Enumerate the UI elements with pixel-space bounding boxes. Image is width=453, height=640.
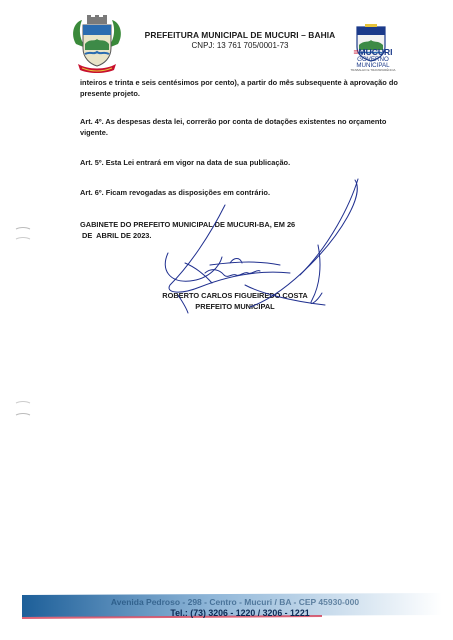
paragraph-continuation: inteiros e trinta e seis centésimos por cento), a partir do mês subsequente à aprovação do presente projeto. — [80, 78, 398, 98]
footer-address: Avenida Pedroso - 298 - Centro - Mucuri / BA - CEP 45930-000 — [110, 597, 360, 607]
paragraph-art-4: Art. 4º. As despesas desta lei, correrão por conta de dotações existentes no orçamento vigente. — [80, 117, 387, 137]
gabinete-line-1: GABINETE DO PREFEITO MUNICIPAL DE MUCURI-BA, EM 26 — [80, 220, 296, 229]
gabinete-line-2: DE ABRIL DE 2023. — [80, 231, 152, 240]
logo-name: =MUCURI — [353, 47, 393, 57]
signatory-role: PREFEITO MUNICIPAL — [195, 302, 275, 311]
signatory-name: ROBERTO CARLOS FIGUEIREDO COSTA — [162, 291, 308, 300]
government-logo-text — [340, 48, 406, 72]
header-cnpj: CNPJ: 13 761 705/0001-73 — [191, 41, 289, 50]
logo-tagline: TRABALHO E TRANSPARÊNCIA — [350, 67, 396, 72]
logo-line2: MUNICIPAL — [356, 61, 390, 69]
footer-phone: Tel.: (73) 3206 - 1220 / 3206 - 1221 — [170, 608, 310, 618]
logo-line1: GOVERNO — [357, 55, 389, 63]
scan-marks-icon — [10, 225, 40, 435]
paragraph-art-5: Art. 5º. Esta Lei entrará em vigor na data de sua publicação. — [80, 158, 291, 167]
municipal-coat-of-arms-icon — [68, 14, 126, 76]
paragraph-art-6: Art. 6º. Ficam revogadas as disposições em contrário. — [80, 188, 270, 197]
header-title: PREFEITURA MUNICIPAL DE MUCURI – BAHIA — [144, 30, 336, 40]
handwritten-signature-icon — [150, 175, 380, 320]
